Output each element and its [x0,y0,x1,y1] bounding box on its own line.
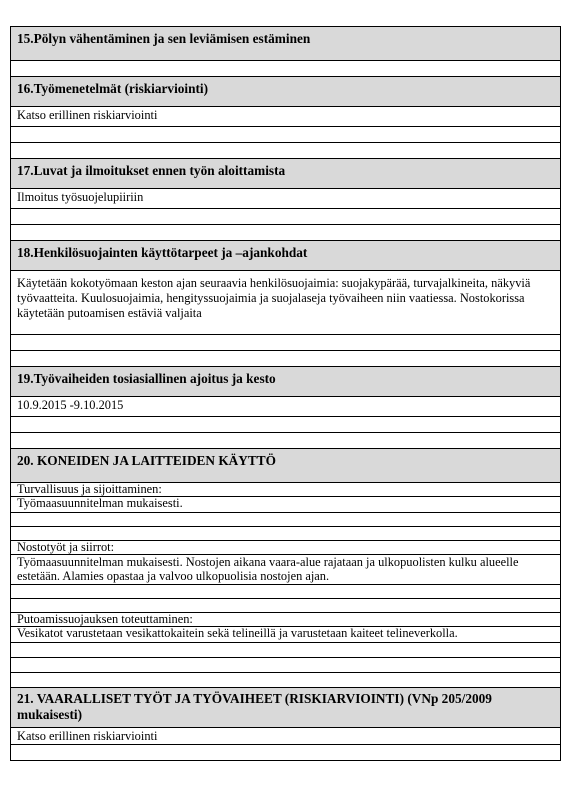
section-20-blank-row [11,599,560,613]
section-20-blank-row [11,673,560,688]
section-15-blank-row [11,61,560,77]
section-17-text: Ilmoitus työsuojelupiiriin [11,189,560,209]
section-17-heading: 17.Luvat ja ilmoitukset ennen työn aloittamista [11,159,560,189]
section-17-blank-row [11,209,560,225]
section-19-blank-row [11,417,560,433]
section-19-text: 10.9.2015 -9.10.2015 [11,397,560,417]
section-20-blank-row [11,585,560,599]
section-20-blank-row [11,527,560,541]
document-table [10,26,561,761]
section-16-blank-row [11,127,560,143]
section-21-heading: 21. VAARALLISET TYÖT JA TYÖVAIHEET (RISKIARVIOINTI) (VNp 205/2009 mukaisesti) [11,688,560,728]
section-21-text: Katso erillinen riskiarviointi [11,728,560,745]
section-20-text-safety: Työmaasuunnitelman mukaisesti. [11,497,560,513]
section-20-blank-row [11,643,560,658]
section-20-text-lifting: Työmaasuunnitelman mukaisesti. Nostojen aikana vaara-alue rajataan ja ulkopuolisten kulku alueelle estetään. Alamies opastaa ja valvoo ulkopuolisia nostojen ajan. [11,555,560,585]
section-20-subheading-lifting: Nostotyöt ja siirrot: [11,541,560,555]
section-18-text: Käytetään kokotyömaan keston ajan seuraavia henkilösuojaimia: suojakypärää, turvajalkineita, näkyviä työvaatteita. Kuulosuojaimia, hengityssuojaimia ja suojalaseja työvaiheen niin vaatiessa. Nostokorissa käytetään putoamisen estäviä valjaita [11,271,560,335]
section-17-blank-row [11,225,560,241]
section-16-blank-row [11,143,560,159]
section-19-blank-row [11,433,560,449]
section-20-subheading-safety: Turvallisuus ja sijoittaminen: [11,483,560,497]
section-16-heading: 16.Työmenetelmät (riskiarviointi) [11,77,560,107]
section-19-heading: 19.Työvaiheiden tosiasiallinen ajoitus ja kesto [11,367,560,397]
section-20-blank-row [11,513,560,527]
section-20-blank-row [11,658,560,673]
section-21-blank-row [11,745,560,761]
section-15-heading: 15.Pölyn vähentäminen ja sen leviämisen estäminen [11,27,560,61]
section-20-heading: 20. KONEIDEN JA LAITTEIDEN KÄYTTÖ [11,449,560,483]
section-20-subheading-fall-protection: Putoamissuojauksen toteuttaminen: [11,613,560,627]
section-18-heading: 18.Henkilösuojainten käyttötarpeet ja –ajankohdat [11,241,560,271]
section-18-blank-row [11,351,560,367]
section-20-text-fall-protection: Vesikatot varustetaan vesikattokaitein sekä telineillä ja varustetaan kaiteet telineverkolla. [11,627,560,643]
section-18-blank-row [11,335,560,351]
section-16-text: Katso erillinen riskiarviointi [11,107,560,127]
